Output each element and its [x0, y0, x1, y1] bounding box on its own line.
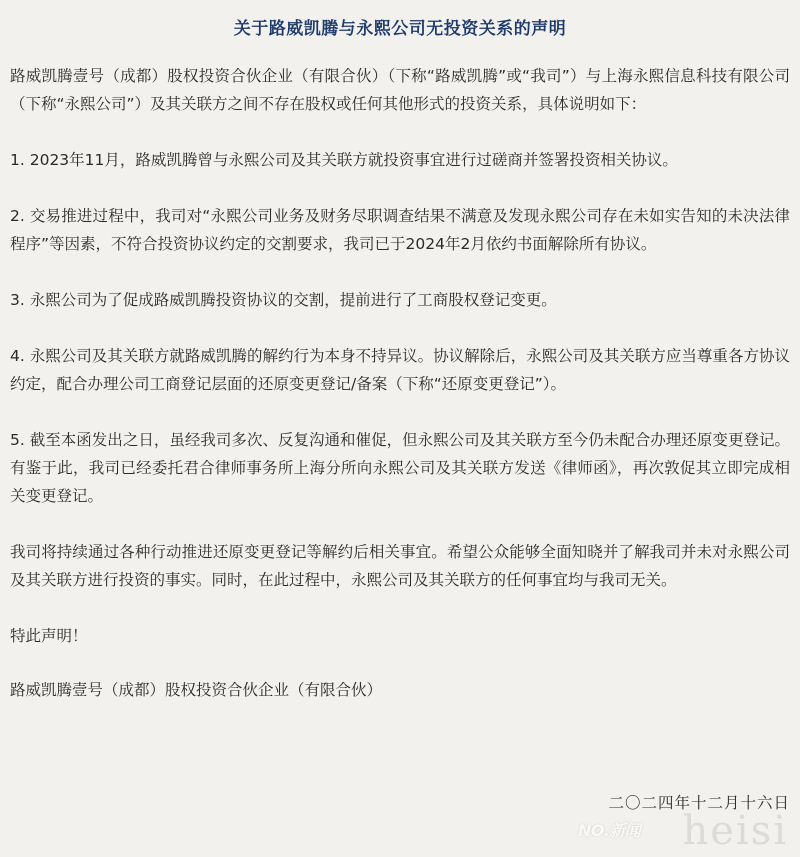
item-1: 1. 2023年11月，路威凯腾曾与永熙公司及其关联方就投资事宜进行过磋商并签署投资相关协议。: [10, 151, 678, 169]
watermark-text: heisi: [682, 808, 788, 854]
item-4: 4. 永熙公司及其关联方就路威凯腾的解约行为本身不持异议。协议解除后，永熙公司及其关联方应当尊重各方协议约定，配合办理公司工商登记层面的还原变更登记/备案（下称“还原变更登记”）。: [10, 347, 790, 393]
document-title: 关于路威凯腾与永熙公司无投资关系的声明: [233, 19, 567, 39]
declaration: 特此声明！: [10, 627, 88, 645]
watermark-logo: NO.新闻: [578, 821, 641, 840]
watermark: [578, 803, 788, 853]
intro-paragraph: 路威凯腾壹号（成都）股权投资合伙企业（有限合伙）（下称“路威凯腾”或“我司”）与上海永熙信息科技有限公司（下称“永熙公司”）及其关联方之间不存在股权或任何其他形式的投资关系，具体说明如下：: [10, 67, 790, 113]
signatory: 路威凯腾壹号（成都）股权投资合伙企业（有限合伙）: [10, 681, 383, 699]
item-5: 5. 截至本函发出之日，虽经我司多次、反复沟通和催促，但永熙公司及其关联方至今仍未配合办理还原变更登记。有鉴于此，我司已经委托君合律师事务所上海分所向永熙公司及其关联方发送《律师函》，再次敦促其立即完成相关变更登记。: [10, 431, 790, 505]
document-body: [10, 62, 790, 732]
item-2: 2. 交易推进过程中，我司对“永熙公司业务及财务尽职调查结果不满意及发现永熙公司存在未如实告知的未决法律程序”等因素，不符合投资协议约定的交割要求，我司已于2024年2月依约书面解除所有协议。: [10, 207, 790, 253]
item-3: 3. 永熙公司为了促成路威凯腾投资协议的交割，提前进行了工商股权登记变更。: [10, 291, 557, 309]
document-date: 二〇二四年十二月十六日: [608, 794, 790, 812]
closing-paragraph: 我司将持续通过各种行动推进还原变更登记等解约后相关事宜。希望公众能够全面知晓并了解我司并未对永熙公司及其关联方进行投资的事实。同时，在此过程中，永熙公司及其关联方的任何事宜均与我司无关。: [10, 543, 790, 589]
